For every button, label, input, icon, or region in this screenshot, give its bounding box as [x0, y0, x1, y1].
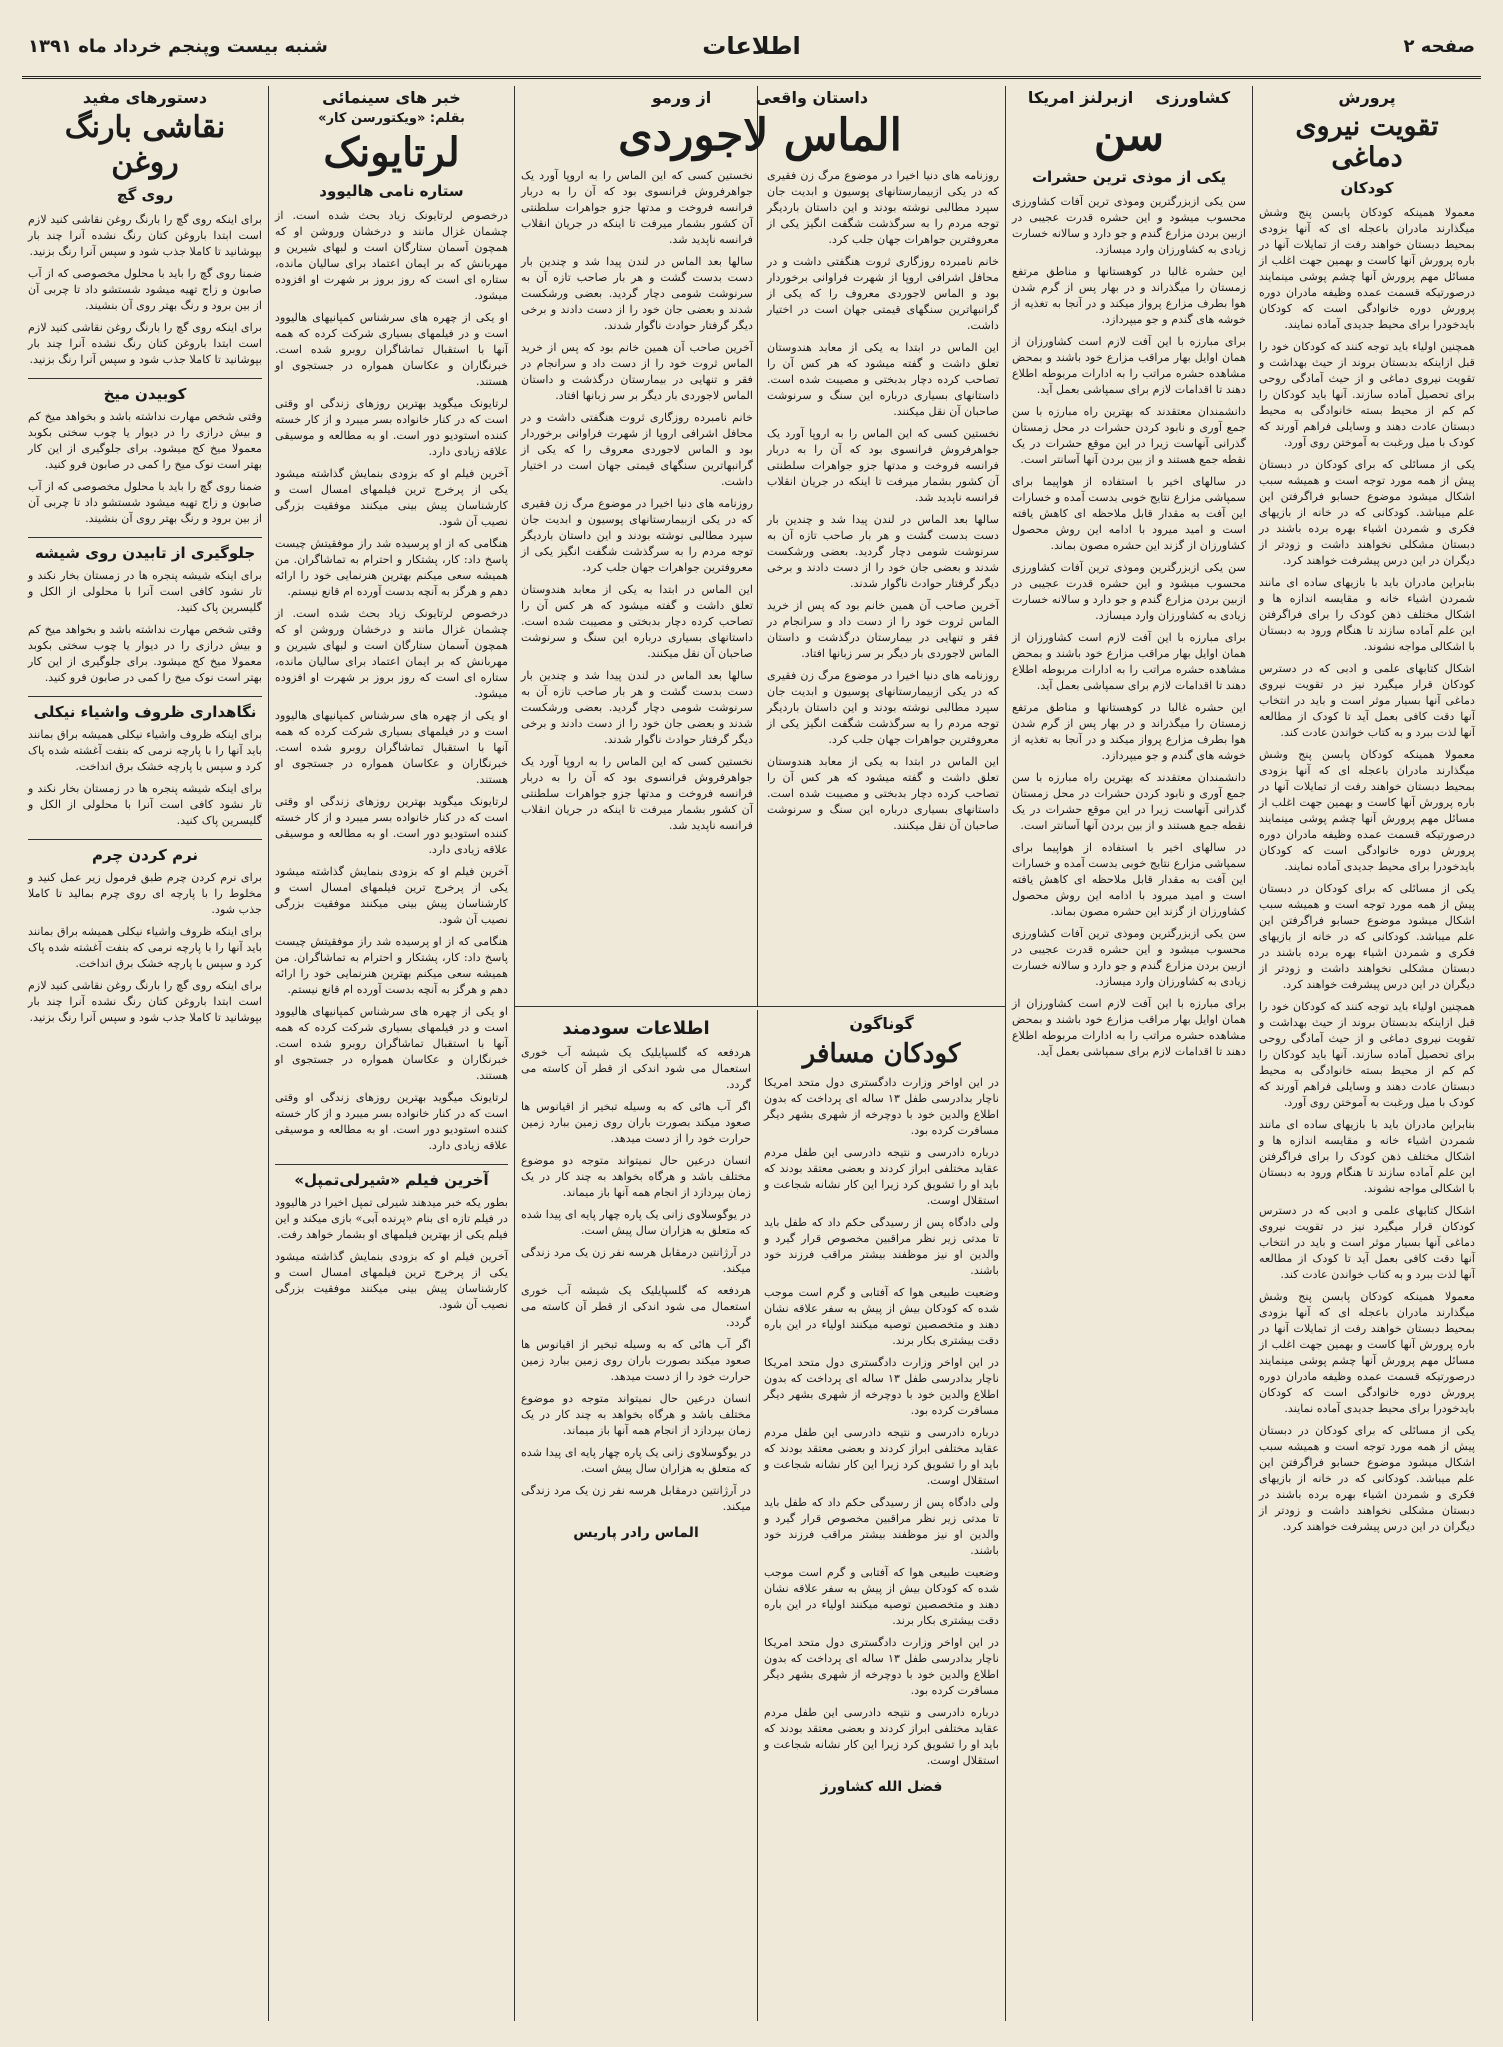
paragraph: خانم نامبرده روزگاری ثروت هنگفتی داشت و در محافل اشرافی اروپا از شهرت فراوانی برخوردار بود و الماس لاجوردی معروف را که یکی از گرانبهاترین سنگهای قیمتی جهان است در اختیار داشت. — [521, 410, 753, 488]
paragraph: برای اینکه شیشه پنجره ها در زمستان بخار نکند و تار نشود کافی است آنرا با محلولی از الکل و گلیسرین پاک کنید. — [28, 569, 262, 614]
paragraph: در آرژانتین درمقابل هرسه نفر زن یک مرد زندگی میکند. — [521, 1484, 751, 1513]
paragraph: برای نرم کردن چرم طبق فرمول زیر عمل کنید و مخلوط را با پارچه ای روی چرم بمالید تا کاملا جذب شود. — [28, 871, 262, 916]
paragraph: سن یکی ازبزرگترین وموذی ترین آفات کشاورزی محسوب میشود و این حشره قدرت عجیبی در ازبین بردن مزارع گندم و جو دارد و سالانه خسارت زیادی به کشاورزان وارد میسازد. — [1012, 560, 1246, 622]
section-heading: نگاهداری ظروف واشیاء نیکلی — [28, 696, 262, 721]
section-kicker-source: از ورمو — [651, 88, 712, 107]
byline: فضل الله کشاورز — [820, 1779, 943, 1795]
paragraph: این حشره غالبا در کوهستانها و مناطق مرتفع زمستان را میگذراند و در بهار پس از گرم شدن هوا بطرف مزارع پرواز میکند و در آنجا به تغذیه از خوشه های گندم و جو میپردازد. — [1012, 264, 1246, 326]
article-title: الماس لاجوردی — [618, 110, 902, 161]
article-useful-tips — [22, 86, 268, 2021]
section-kicker-story: داستان واقعی — [755, 88, 869, 107]
paragraph: درباره دادرسی و نتیجه دادرسی این طفل مردم عقاید مختلفی ابراز کردند و بعضی معتقد بودند که باید او را تشویق کرد زیرا این کار نشانه شجاعت و استقلال اوست. — [764, 1146, 999, 1207]
paragraph: سالها بعد الماس در لندن پیدا شد و چندین بار دست بدست گشت و هر بار صاحب تازه آن به سرنوشت شومی دچار گردید. بعضی ورشکست شدند و بعضی جان خود را از دست دادند و برخی دیگر گرفتار حوادث ناگوار شدند. — [767, 512, 999, 590]
paragraph: سن یکی ازبزرگترین وموذی ترین آفات کشاورزی محسوب میشود و این حشره قدرت عجیبی در ازبین بردن مزارع گندم و جو دارد و سالانه خسارت زیادی به کشاورزان وارد میسازد. — [1012, 194, 1246, 256]
article-subtitle: یکی از موذی ترین حشرات — [1031, 167, 1227, 186]
paragraph: انسان درعین حال نمیتواند متوجه دو موضوع مختلف باشد و هرگاه بخواهد به چند کار در یک زمان بپردازد از انجام همه آنها باز میماند. — [521, 1154, 751, 1199]
paragraph: وضعیت طبیعی هوا که آفتابی و گرم است موجب شده که کودکان بیش از پیش به سفر علاقه نشان دهند و متخصصین توصیه میکنند اولیاء در این باره دقت بیشتری بکار برند. — [764, 1566, 999, 1627]
paragraph: آخرین فیلم او که بزودی بنمایش گذاشته میشود یکی از پرخرج ترین فیلمهای امسال است و کارشناسان پیش بینی میکنند موفقیت بزرگی نصیب آن شود. — [275, 1250, 508, 1311]
paragraph: در یوگوسلاوی زانی یک پاره چهار پایه ای پیدا شده که متعلق به هزاران سال پیش است. — [521, 1446, 751, 1475]
paragraph: نخستین کسی که این الماس را به اروپا آورد یک جواهرفروش فرانسوی بود که آن را به دربار فرانسه فروخت و مدتها جزو جواهرات سلطنتی آن کشور بشمار میرفت تا اینکه در جریان انقلاب فرانسه ناپدید شد. — [521, 754, 753, 832]
paragraph: در یوگوسلاوی زانی یک پاره چهار پایه ای پیدا شده که متعلق به هزاران سال پیش است. — [521, 1208, 751, 1237]
article-subtitle: روی گچ — [116, 186, 174, 204]
paragraph: هنگامی که از او پرسیده شد راز موفقیتش چیست پاسخ داد: کار، پشتکار و احترام به تماشاگران. من همیشه سعی میکنم بهترین هنرنمایی خود را ارائه دهم و هرگز به آنچه بدست آورده ام قانع نیستم. — [275, 537, 508, 598]
article-title: اطلاعات سودمند — [562, 1018, 710, 1039]
article-author: بقلم: «ویکتورسن کار» — [318, 111, 465, 126]
paragraph: انسان درعین حال نمیتواند متوجه دو موضوع مختلف باشد و هرگاه بخواهد به چند کار در یک زمان بپردازد از انجام همه آنها باز میماند. — [521, 1392, 751, 1437]
article-title: سن — [1093, 110, 1165, 161]
paragraph: روزنامه های دنیا اخیرا در موضوع مرگ زن فقیری که در یکی ازبیمارستانهای پوسیون و ابدیت جان سپرد مطالبی نوشته بودند و این داستان باردیگر توجه مردم را به سرگذشت شگفت انگیز یکی از معروفترین جواهرات جهان جلب کرد. — [767, 668, 999, 746]
paragraph: روزنامه های دنیا اخیرا در موضوع مرگ زن فقیری که در یکی ازبیمارستانهای پوسیون و ابدیت جان سپرد مطالبی نوشته بودند و این داستان باردیگر توجه مردم را به سرگذشت شگفت انگیز یکی از معروفترین جواهرات جهان جلب کرد. — [767, 168, 999, 246]
paragraph: همچنین اولیاء باید توجه کنند که کودکان خود را قبل ازاینکه بدبستان بروند از حیث بهداشت و تقویت نیروی دماغی و از حیث آمادگی روحی برای تحصیل آماده سازند. آنها باید کودکان را کم کم از محیط بسته خانوادگی به محیط دبستان عادت دهند و وسایلی فراهم آورند که کودک با میل ورغبت به آموختن روی آورد. — [1259, 340, 1475, 450]
section-heading: جلوگیری از تابیدن روی شیشه — [28, 537, 262, 562]
paragraph: درباره دادرسی و نتیجه دادرسی این طفل مردم عقاید مختلفی ابراز کردند و بعضی معتقد بودند که باید او را تشویق کرد زیرا این کار نشانه شجاعت و استقلال اوست. — [764, 1426, 999, 1487]
paragraph: برای اینکه روی گچ را بارنگ روغن نقاشی کنید لازم است ابتدا باروغن کتان رنگ نشده آنرا چند بار بپوشانید تا کاملا جذب شود و سپس آنرا رنگ بزنید. — [28, 321, 262, 366]
section-kicker-source: ازبرلنز امریکا — [1027, 88, 1134, 107]
paragraph: دانشمندان معتقدند که بهترین راه مبارزه با سن جمع آوری و نابود کردن حشرات در محل زمستان گذرانی آنهاست زیرا در این موقع حشرات در یک نقطه جمع هستند و از بین بردن آنها آسانتر است. — [1012, 404, 1246, 466]
paragraph: یکی از مسائلی که برای کودکان در دبستان پیش از همه مورد توجه است و همیشه سبب اشکال میشود موضوع حسابو فراگرفتن این علم میباشد. کودکانی که در خانه از بازیهای فکری و شمردن اشیاء بهره برده باشند در دبستان مشکلی نخواهند داشت و زودتر از دیگران در این درس پیشرفت خواهند کرد. — [1259, 882, 1475, 992]
paragraph: برای اینکه ظروف واشیاء نیکلی همیشه براق بمانند باید آنها را با پارچه نرمی که بنفت آغشته شده پاک کرد و سپس با پارچه خشک برق انداخت. — [28, 728, 262, 773]
paragraph: این الماس در ابتدا به یکی از معابد هندوستان تعلق داشت و گفته میشود که هر کس آن را تصاحب کرده دچار بدبختی و مصیبت شده است. داستانهای بسیاری درباره این سنگ و سرنوشت صاحبان آن نقل میکنند. — [767, 340, 999, 418]
paragraph: سن یکی ازبزرگترین وموذی ترین آفات کشاورزی محسوب میشود و این حشره قدرت عجیبی در ازبین بردن مزارع گندم و جو دارد و سالانه خسارت زیادی به کشاورزان وارد میسازد. — [1012, 926, 1246, 988]
paragraph: اگر آب هائی که به وسیله تبخیر از اقیانوس ها صعود میکند بصورت باران روی زمین ببارد زمین حرارت خود را از دست میدهد. — [521, 1338, 751, 1383]
paragraph: او یکی از چهره های سرشناس کمپانیهای هالیوود است و در فیلمهای بسیاری شرکت کرده که همه آنها با استقبال تماشاگران روبرو شده است. خبرنگاران و عکاسان همواره در جستجوی او هستند. — [275, 709, 508, 786]
article-traveling-children — [758, 1012, 1005, 2022]
section-kicker: پرورش — [1338, 88, 1396, 107]
paragraph: اشکال کتابهای علمی و ادبی که در دسترس کودکان قرار میگیرد نیز در تقویت نیروی دماغی آنها بسیار موثر است و باید در انتخاب آنها دقت کافی بعمل آید تا کودک از مطالعه آنها لذت ببرد و به کتاب خواندن عادت کند. — [1259, 1204, 1475, 1282]
paragraph: لرتایونک میگوید بهترین روزهای زندگی او وقتی است که در کنار خانواده بسر میبرد و از کار خسته کننده استودیو دور است. او به مطالعه و موسیقی علاقه زیادی دارد. — [275, 1091, 508, 1152]
article-lapis-diamond — [515, 86, 1005, 1006]
page-number: صفحه ۲ — [1403, 36, 1475, 57]
section-kicker — [1012, 88, 1246, 107]
paragraph: برای اینکه روی گچ را بارنگ روغن نقاشی کنید لازم است ابتدا باروغن کتان رنگ نشده آنرا چند بار بپوشانید تا کاملا جذب شود و سپس آنرا رنگ بزنید. — [28, 979, 262, 1024]
paragraph: برای اینکه ظروف واشیاء نیکلی همیشه براق بمانند باید آنها را با پارچه نرمی که بنفت آغشته شده پاک کرد و سپس با پارچه خشک برق انداخت. — [28, 925, 262, 970]
section-heading: آخرین فیلم «شیرلی‌تمپل» — [275, 1164, 508, 1189]
paragraph: سالها بعد الماس در لندن پیدا شد و چندین بار دست بدست گشت و هر بار صاحب تازه آن به سرنوشت شومی دچار گردید. بعضی ورشکست شدند و بعضی جان خود را از دست دادند و برخی دیگر گرفتار حوادث ناگوار شدند. — [521, 668, 753, 746]
paragraph: برای اینکه شیشه پنجره ها در زمستان بخار نکند و تار نشود کافی است آنرا با محلولی از الکل و گلیسرین پاک کنید. — [28, 782, 262, 827]
paragraph: وضعیت طبیعی هوا که آفتابی و گرم است موجب شده که کودکان بیش از پیش به سفر علاقه نشان دهند و متخصصین توصیه میکنند اولیاء در این باره دقت بیشتری بکار برند. — [764, 1286, 999, 1347]
paragraph: ضمنا روی گچ را باید با محلول مخصوصی که از آب صابون و زاج تهیه میشود شستشو داد تا چربی آن از بین برود و رنگ بهتر روی آن بنشیند. — [28, 480, 262, 525]
paragraph: هنگامی که از او پرسیده شد راز موفقیتش چیست پاسخ داد: کار، پشتکار و احترام به تماشاگران. من همیشه سعی میکنم بهترین هنرنمایی خود را ارائه دهم و هرگز به آنچه بدست آورده ام قانع نیستم. — [275, 935, 508, 996]
section-kicker — [521, 88, 999, 107]
paragraph: در سالهای اخیر با استفاده از هواپیما برای سمپاشی مزارع نتایج خوبی بدست آمده و خسارات این آفت به مقدار قابل ملاحظه ای کاهش یافته است و امید میرود با ادامه این روش محصول کشاورزان از گزند این حشره مصون بماند. — [1012, 840, 1246, 918]
section-heading: نرم کردن چرم — [28, 839, 262, 864]
article-columns — [521, 168, 999, 840]
byline: الماس رادر پاریس — [573, 1525, 699, 1541]
paragraph: برای مبارزه با این آفت لازم است کشاورزان از همان اوایل بهار مراقب مزارع خود باشند و بمحض مشاهده حشره مراتب را به ادارات مربوطه اطلاع دهند تا اقدامات لازم برای سمپاشی بعمل آید. — [1012, 996, 1246, 1058]
paragraph: برای مبارزه با این آفت لازم است کشاورزان از همان اوایل بهار مراقب مزارع خود باشند و بمحض مشاهده حشره مراتب را به ادارات مربوطه اطلاع دهند تا اقدامات لازم برای سمپاشی بعمل آید. — [1012, 334, 1246, 396]
paragraph: در سالهای اخیر با استفاده از هواپیما برای سمپاشی مزارع نتایج خوبی بدست آمده و خسارات این آفت به مقدار قابل ملاحظه ای کاهش یافته است و امید میرود با ادامه این روش محصول کشاورزان از گزند این حشره مصون بماند. — [1012, 474, 1246, 552]
article-sun-pest — [1006, 86, 1252, 2021]
paragraph: بنابراین مادران باید با بازیهای ساده ای مانند شمردن اشیاء خانه و مقایسه اندازه ها و اشکال مختلف ذهن کودک را برای فراگرفتن این علم آماده سازند تا هنگام ورود به دبستان با اشکالی مواجه نشوند. — [1259, 1118, 1475, 1196]
section-kicker: دستورهای مفید — [82, 88, 208, 107]
paragraph: برای اینکه روی گچ را بارنگ روغن نقاشی کنید لازم است ابتدا باروغن کتان رنگ نشده آنرا چند بار بپوشانید تا کاملا جذب شود و سپس آنرا رنگ بزنید. — [28, 213, 262, 258]
paragraph: ولی دادگاه پس از رسیدگی حکم داد که طفل باید تا مدتی زیر نظر مراقبین مخصوص قرار گیرد و والدین او نیز موظفند بیشتر مراقب فرزند خود باشند. — [764, 1496, 999, 1557]
section-kicker: خبر های سینمائی — [322, 88, 461, 107]
paragraph: معمولا همینکه کودکان پابسن پنج وشش میگذارند مادران باعجله ای که آنها بزودی بمحیط دبستان خواهند رفت از تمایلات آنها در باره پرورش آنها کاست و بهمین جهت اغلب از مسائل مهم پرورش آنها چشم پوشی مینمایند درصورتیکه قسمت عمده وظیفه مادران دوره پرورش دوره خانوادگی است که کودکان بایدخودرا برای محیط جدیدی آماده نمایند. — [1259, 748, 1475, 874]
paragraph: اشکال کتابهای علمی و ادبی که در دسترس کودکان قرار میگیرد نیز در تقویت نیروی دماغی آنها بسیار موثر است و باید در انتخاب آنها دقت کافی بعمل آید تا کودک از مطالعه آنها لذت ببرد و به کتاب خواندن عادت کند. — [1259, 662, 1475, 740]
paragraph: درباره دادرسی و نتیجه دادرسی این طفل مردم عقاید مختلفی ابراز کردند و بعضی معتقد بودند که باید او را تشویق کرد زیرا این کار نشانه شجاعت و استقلال اوست. — [764, 1706, 999, 1767]
paragraph: نخستین کسی که این الماس را به اروپا آورد یک جواهرفروش فرانسوی بود که آن را به دربار فرانسه فروخت و مدتها جزو جواهرات سلطنتی آن کشور بشمار میرفت تا اینکه در جریان انقلاب فرانسه ناپدید شد. — [521, 168, 753, 246]
section-kicker-agri: کشاورزی — [1155, 88, 1231, 107]
article-brain-power — [1253, 86, 1481, 2021]
paragraph: همچنین اولیاء باید توجه کنند که کودکان خود را قبل ازاینکه بدبستان بروند از حیث بهداشت و تقویت نیروی دماغی و از حیث آمادگی روحی برای تحصیل آماده سازند. آنها باید کودکان را کم کم از محیط بسته خانوادگی به محیط دبستان عادت دهند و وسایلی فراهم آورند که کودک با میل ورغبت به آموختن روی آورد. — [1259, 1000, 1475, 1110]
paragraph: او یکی از چهره های سرشناس کمپانیهای هالیوود است و در فیلمهای بسیاری شرکت کرده که همه آنها با استقبال تماشاگران روبرو شده است. خبرنگاران و عکاسان همواره در جستجوی او هستند. — [275, 1005, 508, 1082]
article-subtitle: ستاره نامی هالیوود — [319, 182, 464, 200]
paragraph: در این اواخر وزارت دادگستری دول متحد امریکا ناچار بدادرسی طفل ۱۳ ساله ای پرداخت که بدون اطلاع والدین خود با دوچرخه از شهری بشهر دیگر مسافرت کرده بود. — [764, 1356, 999, 1417]
paragraph: هردفعه که گلسپایلیک یک شیشه آب خوری استعمال می شود اندکی از قطر آن کاسته می گردد. — [521, 1284, 751, 1329]
paragraph: دانشمندان معتقدند که بهترین راه مبارزه با سن جمع آوری و نابود کردن حشرات در محل زمستان گذرانی آنهاست زیرا در این موقع حشرات در یک نقطه جمع هستند و از بین بردن آنها آسانتر است. — [1012, 770, 1246, 832]
paragraph: در آرژانتین درمقابل هرسه نفر زن یک مرد زندگی میکند. — [521, 1246, 751, 1275]
paragraph: بنابراین مادران باید با بازیهای ساده ای مانند شمردن اشیاء خانه و مقایسه اندازه ها و اشکال مختلف ذهن کودک را برای فراگرفتن این علم آماده سازند تا هنگام ورود به دبستان با اشکالی مواجه نشوند. — [1259, 576, 1475, 654]
article-title: نقاشی بارنگ روغن — [64, 110, 226, 180]
paragraph: یکی از مسائلی که برای کودکان در دبستان پیش از همه مورد توجه است و همیشه سبب اشکال میشود موضوع حسابو فراگرفتن این علم میباشد. کودکانی که در خانه از بازیهای فکری و شمردن اشیاء بهره برده باشند در دبستان مشکلی نخواهند داشت و زودتر از دیگران در این درس پیشرفت خواهند کرد. — [1259, 1424, 1475, 1534]
paragraph: ولی دادگاه پس از رسیدگی حکم داد که طفل باید تا مدتی زیر نظر مراقبین مخصوص قرار گیرد و والدین او نیز موظفند بیشتر مراقب فرزند خود باشند. — [764, 1216, 999, 1277]
paragraph: این الماس در ابتدا به یکی از معابد هندوستان تعلق داشت و گفته میشود که هر کس آن را تصاحب کرده دچار بدبختی و مصیبت شده است. داستانهای بسیاری درباره این سنگ و سرنوشت صاحبان آن نقل میکنند. — [767, 754, 999, 832]
section-kicker: گوناگون — [849, 1014, 914, 1033]
paragraph: درخصوص لرتایونک زیاد بحث شده است. از چشمان غزال مانند و درخشان وروشن او که همچون آسمان ستارگان است و لبهای شیرین و مهربانش که بر ایمان اعتماد برای سالیان مانده، ستاره ای است که روز بروز بر شهرت او افزوده میشود. — [275, 209, 508, 302]
paragraph: سالها بعد الماس در لندن پیدا شد و چندین بار دست بدست گشت و هر بار صاحب تازه آن به سرنوشت شومی دچار گردید. بعضی ورشکست شدند و بعضی جان خود را از دست دادند و برخی دیگر گرفتار حوادث ناگوار شدند. — [521, 254, 753, 332]
paragraph: نخستین کسی که این الماس را به اروپا آورد یک جواهرفروش فرانسوی بود که آن را به دربار فرانسه فروخت و مدتها جزو جواهرات سلطنتی آن کشور بشمار میرفت تا اینکه در جریان انقلاب فرانسه ناپدید شد. — [767, 426, 999, 504]
paragraph: در این اواخر وزارت دادگستری دول متحد امریکا ناچار بدادرسی طفل ۱۳ ساله ای پرداخت که بدون اطلاع والدین خود با دوچرخه از شهری بشهر دیگر مسافرت کرده بود. — [764, 1076, 999, 1137]
paragraph: ضمنا روی گچ را باید با محلول مخصوصی که از آب صابون و زاج تهیه میشود شستشو داد تا چربی آن از بین برود و رنگ بهتر روی آن بنشیند. — [28, 267, 262, 312]
paragraph: یکی از مسائلی که برای کودکان در دبستان پیش از همه مورد توجه است و همیشه سبب اشکال میشود موضوع حسابو فراگرفتن این علم میباشد. کودکانی که در خانه از بازیهای فکری و شمردن اشیاء بهره برده باشند در دبستان مشکلی نخواهند داشت و زودتر از دیگران در این درس پیشرفت خواهند کرد. — [1259, 458, 1475, 568]
paragraph: هردفعه که گلسپایلیک یک شیشه آب خوری استعمال می شود اندکی از قطر آن کاسته می گردد. — [521, 1046, 751, 1091]
article-title: تقویت نیروی دماغی — [1295, 111, 1439, 174]
paragraph: آخرین صاحب آن همین خانم بود که پس از خرید الماس ثروت خود را از دست داد و سرانجام در فقر و تنهایی در بیمارستان درگذشت و داستان الماس لاجوردی بار دیگر بر سر زبانها افتاد. — [767, 598, 999, 660]
newspaper-name: اطلاعات — [702, 32, 801, 60]
paragraph: اگر آب هائی که به وسیله تبخیر از اقیانوس ها صعود میکند بصورت باران روی زمین ببارد زمین حرارت خود را از دست میدهد. — [521, 1100, 751, 1145]
paragraph: برای مبارزه با این آفت لازم است کشاورزان از همان اوایل بهار مراقب مزارع خود باشند و بمحض مشاهده حشره مراتب را به ادارات مربوطه اطلاع دهند تا اقدامات لازم برای سمپاشی بعمل آید. — [1012, 630, 1246, 692]
paragraph: خانم نامبرده روزگاری ثروت هنگفتی داشت و در محافل اشرافی اروپا از شهرت فراوانی برخوردار بود و الماس لاجوردی معروف را که یکی از گرانبهاترین سنگهای قیمتی جهان است در اختیار داشت. — [767, 254, 999, 332]
masthead — [22, 26, 1481, 79]
paragraph: معمولا همینکه کودکان پابسن پنج وشش میگذارند مادران باعجله ای که آنها بزودی بمحیط دبستان خواهند رفت از تمایلات آنها در باره پرورش آنها کاست و بهمین جهت اغلب از مسائل مهم پرورش آنها چشم پوشی مینمایند درصورتیکه قسمت عمده وظیفه مادران دوره پرورش دوره خانوادگی است که کودکان بایدخودرا برای محیط جدیدی آماده نمایند. — [1259, 206, 1475, 332]
article-cinema — [269, 86, 514, 2021]
paragraph: در این اواخر وزارت دادگستری دول متحد امریکا ناچار بدادرسی طفل ۱۳ ساله ای پرداخت که بدون اطلاع والدین خود با دوچرخه از شهری بشهر دیگر مسافرت کرده بود. — [764, 1636, 999, 1697]
paragraph: وقتی شخص مهارت نداشته باشد و بخواهد میخ کم و بیش درازی را در دیوار یا چوب سختی بکوبد معمولا میخ کج میشود. برای جلوگیری از این کار بهتر است نوک میخ را کمی در صابون فرو کنید. — [28, 410, 262, 471]
paragraph: روزنامه های دنیا اخیرا در موضوع مرگ زن فقیری که در یکی ازبیمارستانهای پوسیون و ابدیت جان سپرد مطالبی نوشته بودند و این داستان باردیگر توجه مردم را به سرگذشت شگفت انگیز یکی از معروفترین جواهرات جهان جلب کرد. — [521, 496, 753, 574]
paragraph: آخرین فیلم او که بزودی بنمایش گذاشته میشود یکی از پرخرج ترین فیلمهای امسال است و کارشناسان پیش بینی میکنند موفقیت بزرگی نصیب آن شود. — [275, 467, 508, 528]
paragraph: این حشره غالبا در کوهستانها و مناطق مرتفع زمستان را میگذراند و در بهار پس از گرم شدن هوا بطرف مزارع پرواز میکند و در آنجا به تغذیه از خوشه های گندم و جو میپردازد. — [1012, 700, 1246, 762]
section-heading: کوبیدن میخ — [28, 378, 262, 403]
article-subtitle: کودکان — [1340, 179, 1394, 198]
paragraph: بطور یکه خبر میدهند شیرلی تمپل اخیرا در هالیوود در فیلم تازه ای بنام «پرنده آبی» بازی میکند و این فیلم یکی از بهترین فیلمهای او بشمار خواهد رفت. — [275, 1196, 508, 1241]
article-title: لرتایونک — [323, 129, 460, 176]
paragraph: آخرین صاحب آن همین خانم بود که پس از خرید الماس ثروت خود را از دست داد و سرانجام در فقر و تنهایی در بیمارستان درگذشت و داستان الماس لاجوردی بار دیگر بر سر زبانها افتاد. — [521, 340, 753, 402]
paragraph: آخرین فیلم او که بزودی بنمایش گذاشته میشود یکی از پرخرج ترین فیلمهای امسال است و کارشناسان پیش بینی میکنند موفقیت بزرگی نصیب آن شود. — [275, 865, 508, 926]
section-divider — [515, 1006, 1005, 1007]
article-column-left — [521, 168, 753, 840]
paragraph: وقتی شخص مهارت نداشته باشد و بخواهد میخ کم و بیش درازی را در دیوار یا چوب سختی بکوبد معمولا میخ کج میشود. برای جلوگیری از این کار بهتر است نوک میخ را کمی در صابون فرو کنید. — [28, 623, 262, 684]
paragraph: او یکی از چهره های سرشناس کمپانیهای هالیوود است و در فیلمهای بسیاری شرکت کرده که همه آنها با استقبال تماشاگران روبرو شده است. خبرنگاران و عکاسان همواره در جستجوی او هستند. — [275, 311, 508, 388]
paragraph: لرتایونک میگوید بهترین روزهای زندگی او وقتی است که در کنار خانواده بسر میبرد و از کار خسته کننده استودیو دور است. او به مطالعه و موسیقی علاقه زیادی دارد. — [275, 397, 508, 458]
paragraph: این الماس در ابتدا به یکی از معابد هندوستان تعلق داشت و گفته میشود که هر کس آن را تصاحب کرده دچار بدبختی و مصیبت شده است. داستانهای بسیاری درباره این سنگ و سرنوشت صاحبان آن نقل میکنند. — [521, 582, 753, 660]
paragraph: لرتایونک میگوید بهترین روزهای زندگی او وقتی است که در کنار خانواده بسر میبرد و از کار خسته کننده استودیو دور است. او به مطالعه و موسیقی علاقه زیادی دارد. — [275, 795, 508, 856]
article-column-right — [767, 168, 999, 840]
article-title: کودکان مسافر — [802, 1039, 961, 1069]
article-useful-info — [515, 1012, 757, 2022]
date-line: شنبه بیست وپنجم خرداد ماه ۱۳۹۱ — [28, 36, 328, 57]
paragraph: درخصوص لرتایونک زیاد بحث شده است. از چشمان غزال مانند و درخشان وروشن او که همچون آسمان ستارگان است و لبهای شیرین و مهربانش که بر ایمان اعتماد برای سالیان مانده، ستاره ای است که روز بروز بر شهرت او افزوده میشود. — [275, 607, 508, 700]
paragraph: معمولا همینکه کودکان پابسن پنج وشش میگذارند مادران باعجله ای که آنها بزودی بمحیط دبستان خواهند رفت از تمایلات آنها در باره پرورش آنها کاست و بهمین جهت اغلب از مسائل مهم پرورش آنها چشم پوشی مینمایند درصورتیکه قسمت عمده وظیفه مادران دوره پرورش دوره خانوادگی است که کودکان بایدخودرا برای محیط جدیدی آماده نمایند. — [1259, 1290, 1475, 1416]
